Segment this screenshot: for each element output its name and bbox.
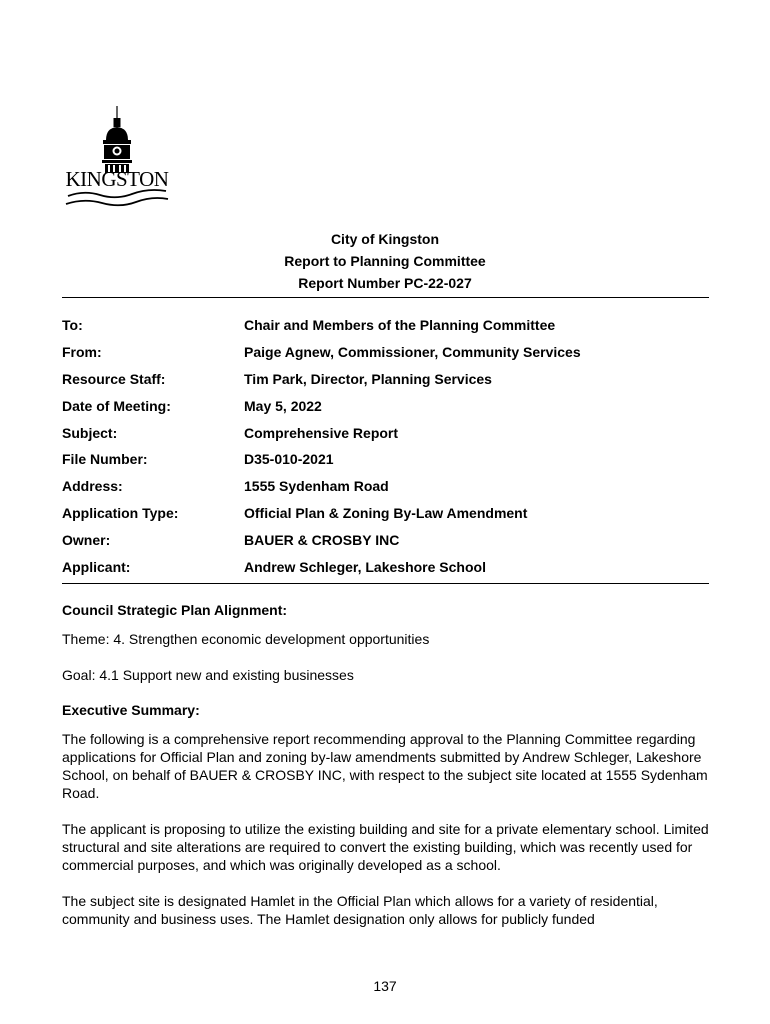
meta-label: Application Type: xyxy=(62,504,179,521)
meta-value: 1555 Sydenham Road xyxy=(244,478,389,495)
meta-row-file-number xyxy=(62,446,709,473)
meta-label: Applicant: xyxy=(62,558,131,575)
meta-row-resource-staff xyxy=(62,366,709,393)
meta-value: D35-010-2021 xyxy=(244,451,334,468)
meta-label: To: xyxy=(62,317,83,334)
summary-paragraph-3: The subject site is designated Hamlet in the Official Plan which allows for a variety of residential, community and business uses. The Hamlet designation only allows for publicly funded xyxy=(62,893,658,927)
meta-value: Chair and Members of the Planning Committee xyxy=(244,317,556,334)
report-header xyxy=(0,228,770,294)
meta-value: May 5, 2022 xyxy=(244,397,322,414)
meta-label: Owner: xyxy=(62,531,111,548)
meta-row-owner xyxy=(62,526,709,553)
meta-value: Paige Agnew, Commissioner, Community Services xyxy=(244,344,581,361)
strategic-theme: Theme: 4. Strengthen economic development opportunities xyxy=(62,631,430,647)
meta-label: Address: xyxy=(62,478,123,495)
meta-value: Official Plan & Zoning By-Law Amendment xyxy=(244,504,528,521)
meta-row-subject xyxy=(62,419,709,446)
meta-label: Subject: xyxy=(62,424,118,441)
meta-label: Resource Staff: xyxy=(62,370,166,387)
summary-paragraph-2: The applicant is proposing to utilize the existing building and site for a private elementary school. Limited structural and site alterations are required to convert the existing building, which was recently used for commercial purposes, and which was originally developed as a school. xyxy=(62,821,709,873)
meta-value: Comprehensive Report xyxy=(244,424,399,441)
strategic-goal: Goal: 4.1 Support new and existing businesses xyxy=(62,667,354,683)
meta-value: BAUER & CROSBY INC xyxy=(244,531,400,548)
report-number: Report Number PC-22-027 xyxy=(298,275,472,291)
meta-row-application-type xyxy=(62,500,709,527)
meta-value: Tim Park, Director, Planning Services xyxy=(244,370,492,387)
meta-row-address xyxy=(62,473,709,500)
meta-row-applicant xyxy=(62,553,709,580)
meta-value: Andrew Schleger, Lakeshore School xyxy=(244,558,486,575)
page-number: 137 xyxy=(373,978,397,994)
meta-label: From: xyxy=(62,344,102,361)
city-hall-dome-icon xyxy=(62,104,172,214)
logo-wordmark: KINGSTON xyxy=(65,167,169,191)
report-body xyxy=(62,600,709,946)
report-metadata xyxy=(62,312,709,580)
strategic-plan-heading: Council Strategic Plan Alignment: xyxy=(62,602,288,618)
meta-label: Date of Meeting: xyxy=(62,397,171,414)
executive-summary-heading: Executive Summary: xyxy=(62,702,200,718)
report-to: Report to Planning Committee xyxy=(284,253,486,269)
summary-paragraph-1: The following is a comprehensive report recommending approval to the Planning Committee regarding applications for Official Plan and zoning by-law amendments submitted by Andrew Schleger, Lakeshore School, on behalf of BAUER & CROSBY INC, with respect to the subject site located at 1555 Sydenham Road. xyxy=(62,731,708,801)
meta-label: File Number: xyxy=(62,451,148,468)
meta-row-date-of-meeting xyxy=(62,392,709,419)
top-divider xyxy=(62,297,709,298)
city-name: City of Kingston xyxy=(330,231,440,247)
meta-row-from xyxy=(62,339,709,366)
meta-row-to xyxy=(62,312,709,339)
kingston-logo xyxy=(62,104,172,214)
bottom-divider xyxy=(62,583,709,584)
